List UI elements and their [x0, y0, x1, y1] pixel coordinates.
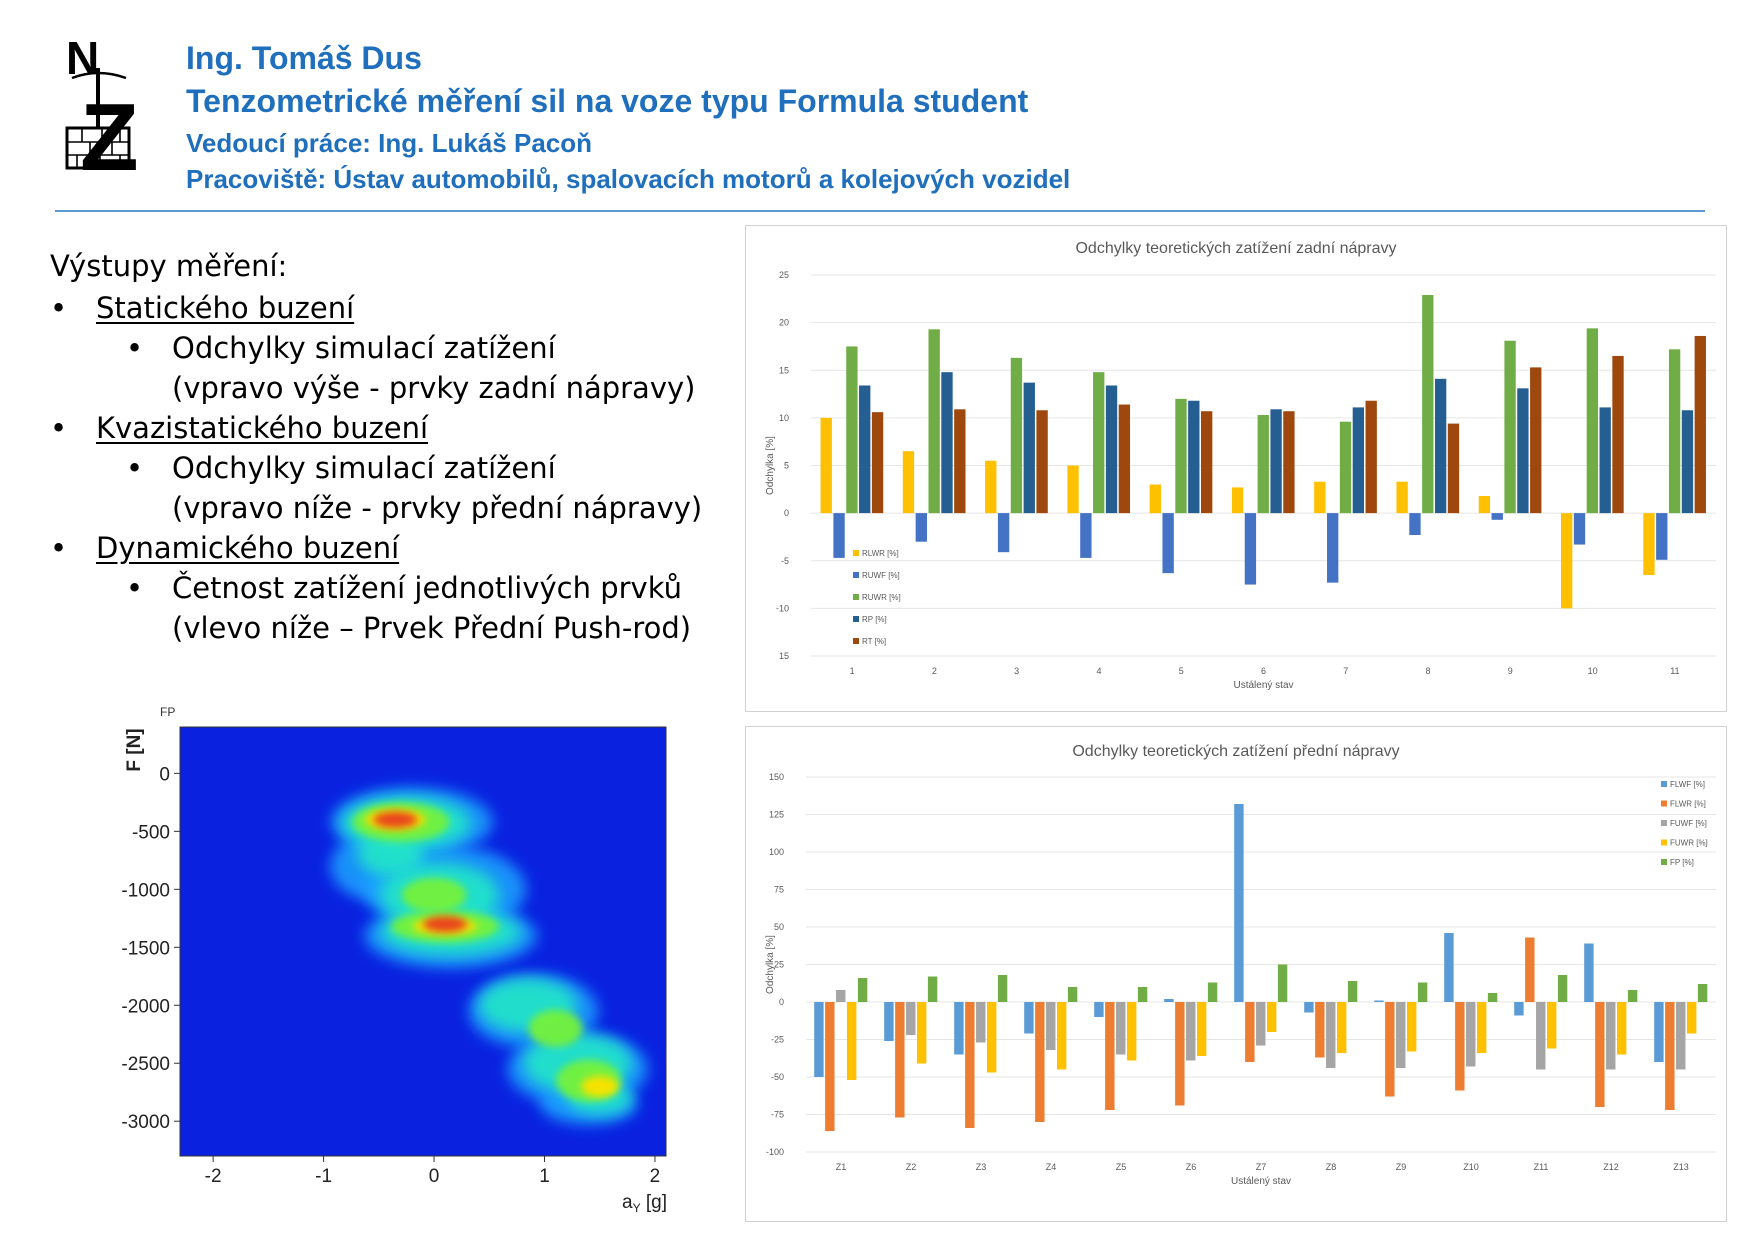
front-bar-Z11-4 [1558, 975, 1567, 1002]
rear-bar-4-4 [1119, 405, 1130, 514]
front-x-tick-label: Z13 [1673, 1162, 1689, 1172]
front-bar-Z10-3 [1477, 1002, 1486, 1053]
front-y-axis-label: Odchylka [%] [765, 935, 776, 994]
front-bar-Z9-1 [1385, 1002, 1394, 1097]
rear-bar-10-3 [1600, 407, 1611, 513]
front-bar-Z9-0 [1374, 1001, 1383, 1003]
rear-legend-label: RT [%] [862, 637, 887, 646]
front-bar-Z4-0 [1024, 1002, 1033, 1034]
rear-bar-4-2 [1093, 372, 1104, 513]
front-bar-Z5-0 [1094, 1002, 1103, 1017]
rear-bar-5-0 [1150, 485, 1161, 514]
rear-y-tick-label: 15 [778, 651, 789, 661]
rear-bar-7-4 [1366, 401, 1377, 513]
rear-legend-label: RUWF [%] [862, 571, 900, 580]
rear-y-tick-label: 25 [778, 270, 789, 280]
front-bar-Z11-1 [1525, 938, 1534, 1003]
bullet-static-label: Statického buzení [96, 291, 355, 325]
heatmap-x-tick-label: -2 [204, 1166, 222, 1187]
front-y-tick-label: -25 [770, 1034, 784, 1045]
front-bar-Z8-2 [1326, 1002, 1335, 1068]
front-bar-Z13-0 [1654, 1002, 1663, 1062]
rear-bar-3-4 [1036, 410, 1047, 513]
front-bar-Z11-2 [1536, 1002, 1545, 1070]
author-name: Ing. Tomáš Dus [186, 40, 422, 76]
rear-bar-8-2 [1422, 295, 1433, 513]
rear-bar-6-2 [1258, 415, 1269, 513]
rear-bar-3-0 [985, 461, 996, 513]
rear-y-axis-label: Odchylka [%] [765, 436, 776, 495]
front-y-tick-label: 50 [773, 922, 784, 932]
front-bar-Z10-0 [1444, 933, 1453, 1002]
rear-bar-7-0 [1314, 482, 1325, 513]
university-logo [62, 38, 152, 178]
front-bar-Z12-2 [1606, 1002, 1615, 1070]
front-legend-label: FLWF [%] [1670, 780, 1705, 789]
front-y-tick-label: 25 [773, 959, 784, 970]
front-bar-Z3-3 [987, 1002, 996, 1073]
rear-bar-6-1 [1245, 513, 1256, 584]
front-bar-Z2-3 [917, 1002, 926, 1064]
front-y-tick-label: 0 [778, 997, 784, 1007]
front-bar-Z12-4 [1628, 990, 1637, 1002]
sub-bullet-quasistatic: • Odchylky simulací zatížení [126, 451, 556, 485]
front-bar-Z9-2 [1396, 1002, 1405, 1068]
front-bar-Z3-0 [954, 1002, 963, 1055]
front-bar-Z13-1 [1665, 1002, 1674, 1110]
front-x-tick-label: Z2 [905, 1162, 917, 1172]
front-x-tick-label: Z8 [1325, 1162, 1337, 1172]
front-bar-Z10-2 [1466, 1002, 1475, 1067]
sub-note-quasistatic: (vpravo níže - prvky přední nápravy) [172, 491, 703, 525]
front-bar-Z12-0 [1584, 944, 1593, 1003]
front-y-tick-label: -75 [770, 1109, 784, 1120]
front-legend-label: FP [%] [1670, 858, 1694, 867]
density-high [402, 878, 467, 913]
rear-bar-1-4 [872, 412, 883, 513]
front-bar-Z9-3 [1407, 1002, 1416, 1052]
heatmap-x-tick-label: -1 [315, 1166, 333, 1187]
rear-legend-swatch [853, 616, 859, 622]
rear-y-tick-label: -10 [775, 603, 789, 614]
rear-bar-11-1 [1656, 513, 1667, 560]
front-bar-Z6-2 [1186, 1002, 1195, 1061]
rear-y-tick-label: 15 [778, 365, 789, 376]
rear-bar-3-1 [998, 513, 1009, 552]
rear-legend-swatch [853, 572, 859, 578]
front-bar-Z2-4 [928, 977, 937, 1003]
front-x-tick-label: Z4 [1045, 1162, 1057, 1172]
rear-legend-label: RP [%] [862, 615, 887, 624]
front-x-tick-label: Z9 [1395, 1162, 1407, 1172]
rear-chart-title: Odchylky teoretických zatížení zadní nápravy [1075, 240, 1397, 257]
front-legend-label: FUWF [%] [1670, 819, 1707, 828]
rear-axle-chart-panel [745, 225, 1727, 712]
rear-axle-chart [746, 226, 1726, 711]
rear-x-tick-label: 5 [1178, 666, 1184, 676]
front-bar-Z7-4 [1278, 965, 1287, 1003]
rear-bar-6-4 [1283, 411, 1294, 513]
front-bar-Z7-1 [1245, 1002, 1254, 1062]
front-bar-Z12-1 [1595, 1002, 1604, 1107]
rear-bar-1-1 [833, 513, 844, 558]
rear-bar-6-3 [1270, 409, 1281, 513]
rear-bar-9-2 [1504, 341, 1515, 513]
front-bar-Z5-3 [1127, 1002, 1136, 1061]
bullet-dynamic: • Dynamického buzení [50, 531, 400, 565]
density-max [423, 916, 467, 932]
front-bar-Z13-2 [1676, 1002, 1685, 1070]
heatmap-y-tick-label: -1000 [121, 880, 170, 902]
rear-y-tick-label: -5 [780, 555, 789, 566]
heatmap-y-tick-label: -2000 [121, 996, 170, 1018]
rear-bar-8-0 [1396, 482, 1407, 513]
logo-letter-z: Z [80, 84, 139, 178]
rear-bar-1-3 [859, 385, 870, 513]
front-x-tick-label: Z10 [1463, 1162, 1479, 1172]
rear-bar-3-3 [1024, 383, 1035, 513]
rear-y-tick-label: 5 [783, 460, 789, 471]
front-bar-Z6-0 [1164, 999, 1173, 1002]
rear-bar-8-3 [1435, 379, 1446, 513]
front-bar-Z5-2 [1116, 1002, 1125, 1055]
sub-bullet-static-text: Odchylky simulací zatížení [172, 331, 556, 365]
bullet-quasistatic-label: Kvazistatického buzení [96, 411, 429, 445]
rear-bar-4-3 [1106, 385, 1117, 513]
rear-x-tick-label: 2 [931, 666, 937, 676]
rear-bar-2-1 [916, 513, 927, 542]
rear-bar-9-1 [1492, 513, 1503, 520]
header-divider [55, 210, 1705, 212]
front-y-tick-label: -50 [770, 1072, 784, 1082]
front-bar-Z13-3 [1687, 1002, 1696, 1034]
rear-bar-10-4 [1612, 356, 1623, 513]
density-high [529, 1010, 583, 1047]
front-bar-Z8-4 [1348, 981, 1357, 1002]
front-bar-Z10-4 [1488, 993, 1497, 1002]
rear-bar-7-3 [1353, 407, 1364, 513]
front-y-tick-label: 150 [768, 772, 784, 782]
rear-x-tick-label: 6 [1260, 666, 1267, 676]
heatmap-y-axis-label: F [N] [124, 728, 145, 772]
front-bar-Z13-4 [1698, 984, 1707, 1002]
front-bar-Z8-1 [1315, 1002, 1324, 1058]
front-bar-Z3-1 [965, 1002, 974, 1128]
rear-bar-11-2 [1669, 349, 1680, 513]
rear-bar-5-3 [1188, 401, 1199, 513]
rear-legend-swatch [853, 638, 859, 644]
rear-x-tick-label: 10 [1587, 666, 1598, 676]
front-bar-Z3-4 [998, 975, 1007, 1002]
outline-heading: Výstupy měření: [50, 249, 288, 283]
density-max [373, 812, 417, 828]
rear-bar-6-0 [1232, 487, 1243, 513]
front-bar-Z5-4 [1138, 987, 1147, 1002]
rear-bar-10-2 [1587, 328, 1598, 513]
sub-note-static: (vpravo výše - prvky zadní nápravy) [172, 371, 696, 405]
rear-legend-label: RLWR [%] [862, 549, 899, 558]
rear-bar-9-4 [1530, 367, 1541, 513]
front-bar-Z7-3 [1267, 1002, 1276, 1032]
workplace-line: Pracoviště: Ústav automobilů, spalovacích motorů a kolejových vozidel [186, 164, 1071, 194]
rear-x-tick-label: 3 [1014, 666, 1020, 676]
front-legend-swatch [1661, 820, 1667, 826]
heatmap-x-tick-label: 1 [539, 1166, 550, 1187]
rear-x-tick-label: 11 [1670, 666, 1680, 676]
rear-bar-5-2 [1175, 399, 1186, 513]
rear-legend-label: RUWR [%] [862, 593, 901, 602]
front-bar-Z3-2 [976, 1002, 985, 1043]
front-bar-Z1-2 [836, 990, 845, 1002]
outputs-outline [50, 246, 740, 648]
rear-bar-1-2 [846, 346, 857, 513]
rear-x-tick-label: 7 [1343, 666, 1349, 676]
front-bar-Z11-0 [1514, 1002, 1523, 1016]
front-bar-Z1-1 [825, 1002, 834, 1131]
sub-bullet-dynamic-text: Četnost zatížení jednotlivých prvků [172, 571, 682, 605]
heatmap-x-tick-label: 2 [649, 1166, 661, 1187]
front-x-tick-label: Z6 [1185, 1162, 1197, 1172]
front-legend-swatch [1661, 859, 1667, 865]
heatmap-y-tick-label: -1500 [121, 938, 170, 960]
rear-bar-4-1 [1080, 513, 1091, 558]
rear-bar-10-1 [1574, 513, 1585, 544]
front-bar-Z4-3 [1057, 1002, 1066, 1070]
front-legend-label: FUWR [%] [1670, 838, 1708, 848]
front-legend-swatch [1661, 801, 1667, 807]
rear-bar-2-0 [903, 451, 914, 513]
front-y-tick-label: 125 [768, 809, 784, 820]
rear-y-tick-label: 20 [778, 317, 789, 328]
supervisor-line: Vedoucí práce: Ing. Lukáš Pacoň [186, 128, 593, 158]
rear-y-tick-label: 10 [778, 412, 789, 423]
rear-bar-11-0 [1643, 513, 1654, 575]
rear-x-tick-label: 1 [849, 666, 855, 676]
sub-bullet-quasistatic-text: Odchylky simulací zatížení [172, 451, 556, 485]
front-x-tick-label: Z3 [975, 1162, 987, 1172]
front-bar-Z4-2 [1046, 1002, 1055, 1050]
pushrod-frequency-heatmap [100, 700, 690, 1230]
front-bar-Z6-3 [1197, 1002, 1206, 1056]
rear-bar-10-0 [1561, 513, 1572, 608]
rear-bar-9-3 [1517, 388, 1528, 513]
front-x-tick-label: Z12 [1603, 1162, 1619, 1172]
rear-x-axis-label: Ustálený stav [1233, 680, 1294, 691]
front-bar-Z5-1 [1105, 1002, 1114, 1110]
front-y-tick-label: -100 [765, 1147, 784, 1157]
front-bar-Z8-0 [1304, 1002, 1313, 1013]
front-bar-Z7-2 [1256, 1002, 1265, 1046]
front-x-axis-label: Ustálený stav [1230, 1176, 1292, 1187]
rear-y-tick-label: 0 [783, 508, 789, 519]
front-bar-Z11-3 [1547, 1002, 1556, 1049]
rear-bar-5-1 [1162, 513, 1173, 573]
front-bar-Z10-1 [1455, 1002, 1464, 1091]
front-legend-swatch [1661, 840, 1667, 846]
front-bar-Z4-4 [1068, 987, 1077, 1002]
rear-bar-9-0 [1479, 496, 1490, 513]
front-legend-swatch [1661, 781, 1667, 787]
rear-bar-7-1 [1327, 513, 1338, 583]
front-x-tick-label: Z11 [1533, 1162, 1549, 1172]
front-bar-Z2-1 [895, 1002, 904, 1118]
heatmap-y-tick-label: 0 [159, 764, 170, 786]
rear-bar-2-3 [941, 372, 952, 513]
front-bar-Z1-4 [858, 978, 867, 1002]
sub-bullet-static: • Odchylky simulací zatížení [126, 331, 556, 365]
front-y-tick-label: 100 [768, 847, 784, 857]
heatmap-x-tick-label: 0 [428, 1166, 440, 1187]
front-bar-Z4-1 [1035, 1002, 1044, 1122]
rear-bar-4-0 [1067, 466, 1078, 514]
heatmap-x-axis-label: $a_Y$ [g] [622, 1192, 667, 1215]
heatmap-y-tick-label: -500 [131, 822, 170, 844]
front-x-tick-label: Z1 [835, 1162, 847, 1172]
rear-x-tick-label: 4 [1096, 666, 1102, 676]
rear-bar-8-4 [1448, 424, 1459, 514]
bullet-quasistatic: • Kvazistatického buzení [50, 411, 429, 445]
sub-bullet-dynamic: • Četnost zatížení jednotlivých prvků [126, 571, 682, 605]
front-x-tick-label: Z5 [1115, 1162, 1127, 1172]
heatmap-title: FP [160, 705, 176, 719]
front-bar-Z1-0 [814, 1002, 823, 1077]
rear-bar-7-2 [1340, 422, 1351, 513]
rear-bar-2-4 [954, 409, 965, 513]
bullet-static: • Statického buzení [50, 291, 355, 325]
rear-x-tick-label: 9 [1507, 666, 1513, 676]
density-peak [581, 1076, 618, 1097]
front-x-tick-label: Z7 [1255, 1162, 1267, 1172]
rear-bar-11-4 [1695, 336, 1706, 513]
heatmap-y-tick-label: -3000 [121, 1112, 170, 1134]
rear-legend-swatch [853, 550, 859, 556]
front-y-tick-label: 75 [773, 884, 784, 895]
front-axle-chart [746, 727, 1726, 1221]
rear-bar-11-3 [1682, 410, 1693, 513]
front-bar-Z1-3 [847, 1002, 856, 1080]
front-bar-Z7-0 [1234, 804, 1243, 1002]
front-legend-label: FLWR [%] [1670, 799, 1706, 809]
front-bar-Z2-2 [906, 1002, 915, 1035]
rear-bar-2-2 [928, 329, 939, 513]
front-bar-Z9-4 [1418, 983, 1427, 1003]
front-bar-Z8-3 [1337, 1002, 1346, 1053]
logo-letter-n: N [66, 38, 100, 84]
rear-legend-swatch [853, 594, 859, 600]
bullet-dynamic-label: Dynamického buzení [96, 531, 400, 565]
rear-bar-3-2 [1011, 358, 1022, 513]
sub-note-dynamic: (vlevo níže – Prvek Přední Push-rod) [172, 611, 692, 645]
thesis-title: Tenzometrické měření sil na voze typu Formula student [186, 83, 1029, 119]
front-axle-chart-panel [745, 726, 1727, 1222]
front-bar-Z2-0 [884, 1002, 893, 1041]
rear-bar-5-4 [1201, 411, 1212, 513]
heatmap-y-tick-label: -2500 [121, 1054, 170, 1076]
front-bar-Z6-4 [1208, 983, 1217, 1003]
rear-bar-8-1 [1409, 513, 1420, 535]
front-bar-Z6-1 [1175, 1002, 1184, 1106]
rear-x-tick-label: 8 [1425, 666, 1431, 676]
front-bar-Z12-3 [1617, 1002, 1626, 1055]
front-chart-title: Odchylky teoretických zatížení přední nápravy [1072, 743, 1400, 760]
rear-bar-1-0 [821, 418, 832, 513]
